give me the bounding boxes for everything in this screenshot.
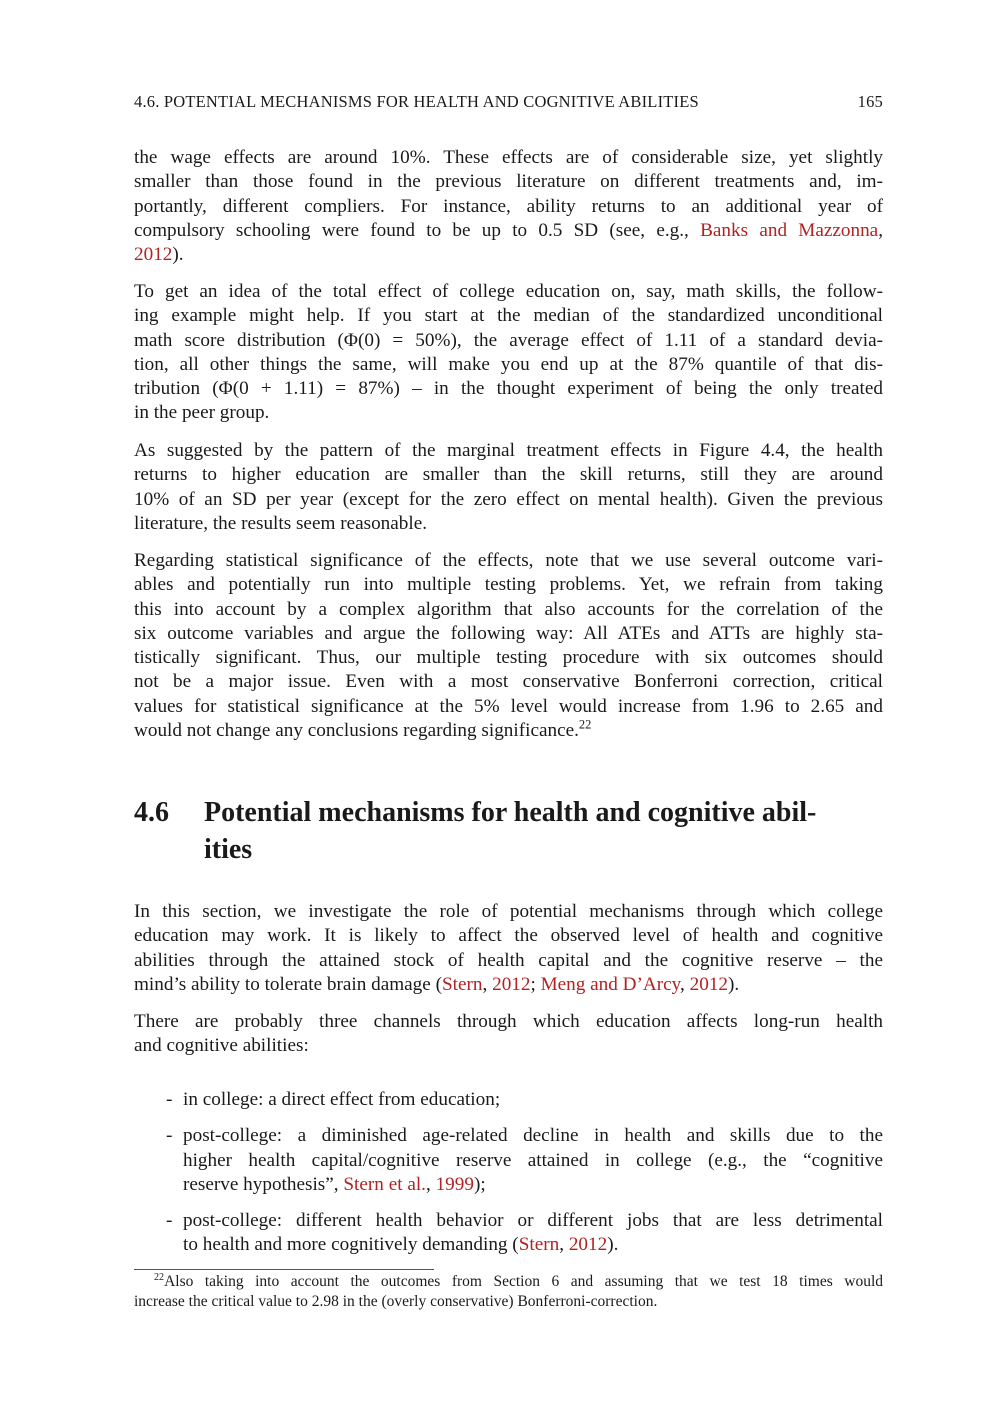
list-bullet: - bbox=[166, 1125, 173, 1147]
text-run: literature, the results seem reasonable. bbox=[134, 512, 428, 534]
text-line bbox=[183, 1209, 883, 1233]
text-line bbox=[134, 598, 883, 622]
text-run: , bbox=[559, 1234, 569, 1256]
text-run: ). bbox=[607, 1234, 619, 1256]
footnote-mark: 22 bbox=[154, 1271, 165, 1283]
text-line bbox=[134, 329, 883, 353]
text-run: In this section, we investigate the role of potential mechanisms through which college bbox=[134, 901, 883, 922]
citation-link[interactable]: Meng and D’Arcy bbox=[540, 973, 681, 995]
text-run: compulsory schooling were found to be up to 0.5 SD (see, e.g., bbox=[134, 219, 701, 241]
list-item bbox=[166, 1088, 883, 1112]
text-run: the wage effects are around 10%. These effects are of considerable size, yet slightly bbox=[134, 147, 883, 168]
text-line bbox=[134, 463, 883, 487]
text-line bbox=[183, 1124, 883, 1148]
paragraph bbox=[134, 146, 883, 267]
text-run: post-college: a diminished age-related decline in health and skills due to the bbox=[183, 1125, 883, 1147]
text-line bbox=[183, 1173, 883, 1197]
citation-link[interactable]: Stern bbox=[441, 973, 483, 995]
text-run: higher health capital/cognitive reserve attained in college (e.g., the “cognitive bbox=[183, 1149, 883, 1171]
text-run: post-college: different health behavior or different jobs that are less detrimental bbox=[183, 1210, 883, 1232]
text-run: math score distribution (Φ(0) = 50%), the average effect of 1.11 of a standard devia- bbox=[134, 329, 883, 351]
text-run: tribution (Φ(0 + 1.11) = 87%) – in the thought experiment of being the only treated bbox=[134, 378, 883, 400]
text-line bbox=[183, 1149, 883, 1173]
text-line bbox=[134, 146, 883, 170]
text-run: values for statistical significance at the 5% level would increase from 1.96 to 2.65 and bbox=[134, 695, 883, 717]
paragraph bbox=[134, 1010, 883, 1059]
footnote bbox=[134, 1272, 883, 1312]
citation-link[interactable]: 2012 bbox=[689, 973, 728, 995]
text-line bbox=[134, 924, 883, 948]
text-run: Regarding statistical significance of the effects, note that we use several outcome vari- bbox=[134, 550, 883, 571]
text-line bbox=[134, 646, 883, 670]
running-header bbox=[134, 92, 883, 112]
text-run: tion, all other things the same, will make you end up at the 87% quantile of that dis- bbox=[134, 353, 883, 375]
text-line bbox=[134, 670, 883, 694]
text-run: reserve hypothesis”, bbox=[183, 1173, 344, 1195]
text-line bbox=[134, 719, 883, 743]
text-run: would not change any conclusions regarding significance. bbox=[134, 720, 579, 742]
text-line bbox=[134, 573, 883, 597]
text-run: six outcome variables and argue the following way: All ATEs and ATTs are highly sta- bbox=[134, 622, 883, 644]
text-line bbox=[134, 280, 883, 304]
footnote-divider bbox=[134, 1269, 434, 1270]
text-line bbox=[183, 1088, 883, 1112]
text-run: , bbox=[680, 973, 690, 995]
page-number: 165 bbox=[857, 92, 883, 111]
text-line bbox=[134, 195, 883, 219]
text-line bbox=[134, 401, 883, 425]
text-line bbox=[134, 512, 883, 536]
text-run: As suggested by the pattern of the marginal treatment effects in Figure 4.4, the health bbox=[134, 440, 883, 461]
text-line bbox=[134, 949, 883, 973]
text-line bbox=[134, 304, 883, 328]
text-line bbox=[134, 973, 883, 997]
text-run: ; bbox=[530, 973, 541, 995]
list-item bbox=[166, 1209, 883, 1258]
footnote-ref[interactable]: 22 bbox=[578, 717, 592, 732]
text-line bbox=[134, 1292, 883, 1312]
citation-link[interactable]: 2012 bbox=[568, 1234, 608, 1256]
citation-link[interactable]: Stern et al. bbox=[343, 1173, 426, 1195]
paragraph bbox=[134, 549, 883, 743]
text-run: , bbox=[425, 1173, 436, 1195]
text-run: , bbox=[482, 973, 493, 995]
text-run: in college: a direct effect from education; bbox=[183, 1089, 501, 1110]
list-bullet: - bbox=[166, 1089, 173, 1110]
section-title-line-1: Potential mechanisms for health and cognitive abil- bbox=[204, 797, 817, 828]
text-line bbox=[134, 219, 883, 243]
text-line bbox=[134, 243, 883, 267]
citation-link[interactable]: 1999 bbox=[435, 1173, 474, 1195]
text-line bbox=[183, 1233, 883, 1257]
text-run: Also taking into account the outcomes from Section 6 and assuming that we test 18 times would bbox=[164, 1273, 883, 1290]
text-run: increase the critical value to 2.98 in the (overly conservative) Bonferroni-correction. bbox=[134, 1293, 658, 1310]
citation-link[interactable]: Stern bbox=[518, 1234, 560, 1256]
list-item bbox=[166, 1124, 883, 1197]
text-run: in the peer group. bbox=[134, 402, 270, 424]
text-line bbox=[134, 1272, 883, 1292]
text-run: abilities through the attained stock of health capital and the cognitive reserve – the bbox=[134, 949, 883, 971]
text-run: and cognitive abilities: bbox=[134, 1035, 309, 1057]
text-run: mind’s ability to tolerate brain damage ( bbox=[134, 973, 442, 995]
running-title: 4.6. POTENTIAL MECHANISMS FOR HEALTH AND COGNITIVE ABILITIES bbox=[134, 92, 699, 111]
text-run: There are probably three channels through which education affects long-run health bbox=[134, 1011, 883, 1032]
paragraph bbox=[134, 439, 883, 536]
text-run: education may work. It is likely to affect the observed level of health and cognitive bbox=[134, 925, 883, 947]
channel-list bbox=[166, 1088, 883, 1270]
text-line bbox=[134, 439, 883, 463]
list-bullet: - bbox=[166, 1210, 173, 1232]
text-line bbox=[134, 622, 883, 646]
text-run: To get an idea of the total effect of college education on, say, math skills, the follow- bbox=[134, 281, 883, 302]
text-line bbox=[134, 695, 883, 719]
text-run: not be a major issue. Even with a most conservative Bonferroni correction, critical bbox=[134, 671, 883, 693]
citation-link[interactable]: Banks and Mazzonna bbox=[700, 219, 879, 241]
text-line bbox=[134, 1034, 883, 1058]
text-run: ); bbox=[473, 1173, 486, 1195]
text-run: ). bbox=[172, 244, 184, 266]
citation-link[interactable]: 2012 bbox=[134, 244, 173, 266]
text-line bbox=[134, 353, 883, 377]
text-run: , bbox=[878, 219, 883, 241]
text-run: to health and more cognitively demanding ( bbox=[183, 1234, 519, 1256]
text-line bbox=[134, 377, 883, 401]
section-number: 4.6 bbox=[134, 797, 169, 828]
paragraph bbox=[134, 900, 883, 997]
text-run: 10% of an SD per year (except for the zero effect on mental health). Given the previous bbox=[134, 488, 883, 510]
text-line bbox=[134, 1010, 883, 1034]
text-line bbox=[134, 549, 883, 573]
text-run: smaller than those found in the previous literature on different treatments and, im- bbox=[134, 171, 883, 193]
text-run: ). bbox=[728, 973, 740, 995]
section-title-line-2: ities bbox=[204, 834, 253, 865]
text-run: ables and potentially run into multiple testing problems. Yet, we refrain from taking bbox=[134, 574, 883, 596]
text-run: tistically significant. Thus, our multiple testing procedure with six outcomes should bbox=[134, 647, 883, 669]
text-line bbox=[134, 170, 883, 194]
text-line bbox=[134, 900, 883, 924]
text-run: portantly, different compliers. For instance, ability returns to an additional year of bbox=[134, 195, 883, 217]
text-run: ing example might help. If you start at the median of the standardized unconditional bbox=[134, 305, 883, 327]
text-run: returns to higher education are smaller than the skill returns, still they are around bbox=[134, 464, 883, 486]
text-run: this into account by a complex algorithm that also accounts for the correlation of the bbox=[134, 598, 883, 620]
text-line bbox=[134, 488, 883, 512]
citation-link[interactable]: 2012 bbox=[492, 973, 531, 995]
paragraph bbox=[134, 280, 883, 426]
